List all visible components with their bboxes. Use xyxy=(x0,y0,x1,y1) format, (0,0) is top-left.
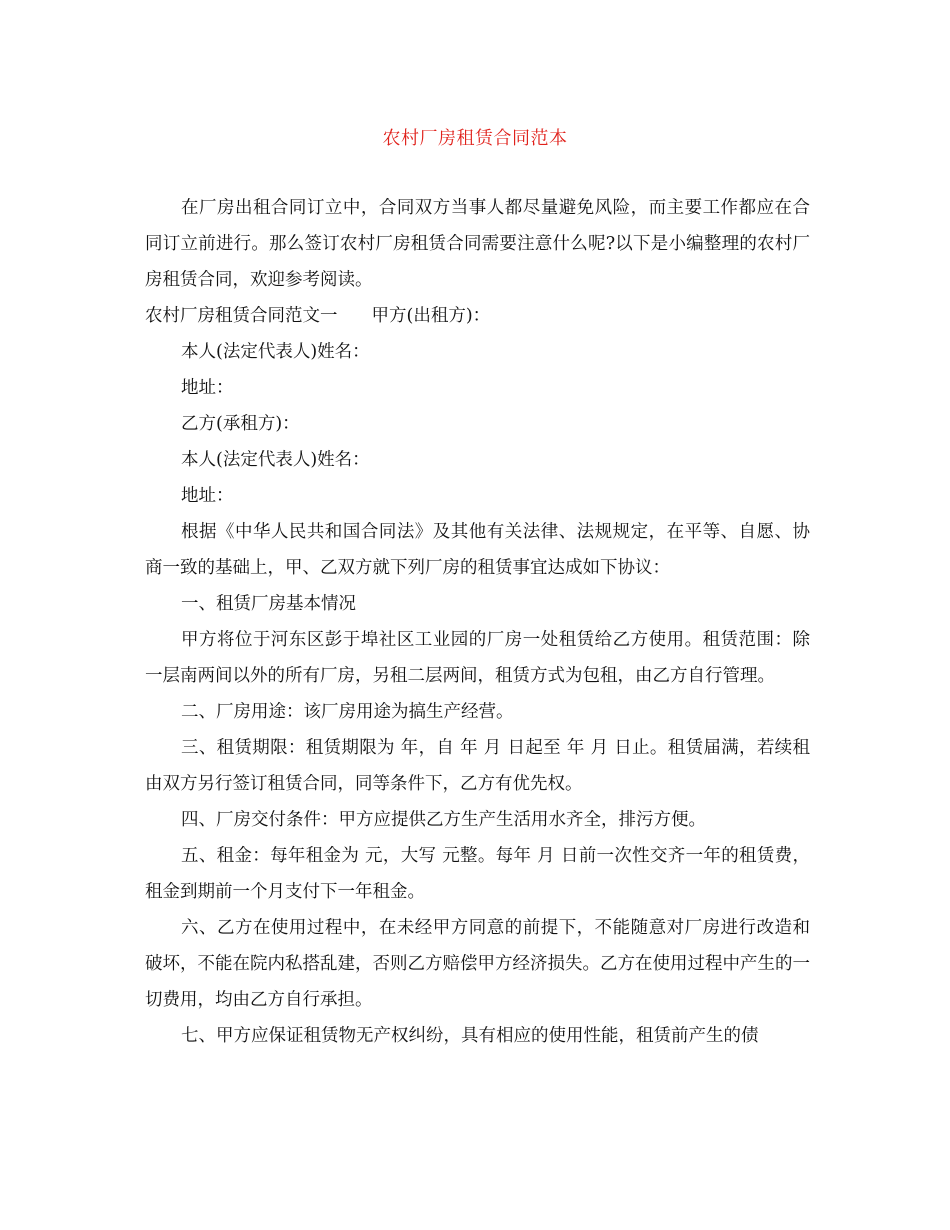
document-body xyxy=(145,190,810,1054)
party-a-heading: 甲方(出租方)： xyxy=(371,306,491,326)
clause-1-body: 甲方将位于河东区彭于埠社区工业园的厂房一处租赁给乙方使用。租赁范围：除一层南两间以外的所有厂房，另租二层两间，租赁方式为包租，由乙方自行管理。 xyxy=(145,630,810,686)
clause-2: 二、厂房用途：该厂房用途为搞生产经营。 xyxy=(181,702,514,722)
section-title: 农村厂房租赁合同范文一 xyxy=(145,306,338,326)
party-b-representative: 本人(法定代表人)姓名： xyxy=(181,450,370,470)
clause-3: 三、租赁期限：租赁期限为 年，自 年 月 日起至 年 月 日止。租赁届满，若续租由双方另行签订租赁合同，同等条件下，乙方有优先权。 xyxy=(145,738,810,794)
party-a-address: 地址： xyxy=(181,378,234,398)
preamble-paragraph: 根据《中华人民共和国合同法》及其他有关法律、法规规定，在平等、自愿、协商一致的基础上，甲、乙双方就下列厂房的租赁事宜达成如下协议： xyxy=(145,522,810,578)
party-b-address: 地址： xyxy=(181,486,234,506)
clause-5: 五、租金：每年租金为 元，大写 元整。每年 月 日前一次性交齐一年的租赁费，租金到期前一个月支付下一年租金。 xyxy=(145,846,810,902)
clause-6: 六、乙方在使用过程中，在未经甲方同意的前提下，不能随意对厂房进行改造和破坏，不能在院内私搭乱建，否则乙方赔偿甲方经济损失。乙方在使用过程中产生的一切费用，均由乙方自行承担。 xyxy=(145,918,810,1010)
clause-1-heading: 一、租赁厂房基本情况 xyxy=(181,594,356,614)
intro-paragraph: 在厂房出租合同订立中，合同双方当事人都尽量避免风险，而主要工作都应在合同订立前进行。那么签订农村厂房租赁合同需要注意什么呢?以下是小编整理的农村厂房租赁合同，欢迎参考阅读。 xyxy=(145,198,810,290)
party-b-heading: 乙方(承租方)： xyxy=(181,414,300,434)
document-title: 农村厂房租赁合同范本 xyxy=(382,128,568,149)
party-a-representative: 本人(法定代表人)姓名： xyxy=(181,342,370,362)
section-line xyxy=(145,298,810,334)
clause-7: 七、甲方应保证租赁物无产权纠纷，具有相应的使用性能，租赁前产生的债 xyxy=(181,1026,759,1046)
clause-4: 四、厂房交付条件：甲方应提供乙方生产生活用水齐全，排污方便。 xyxy=(181,810,706,830)
